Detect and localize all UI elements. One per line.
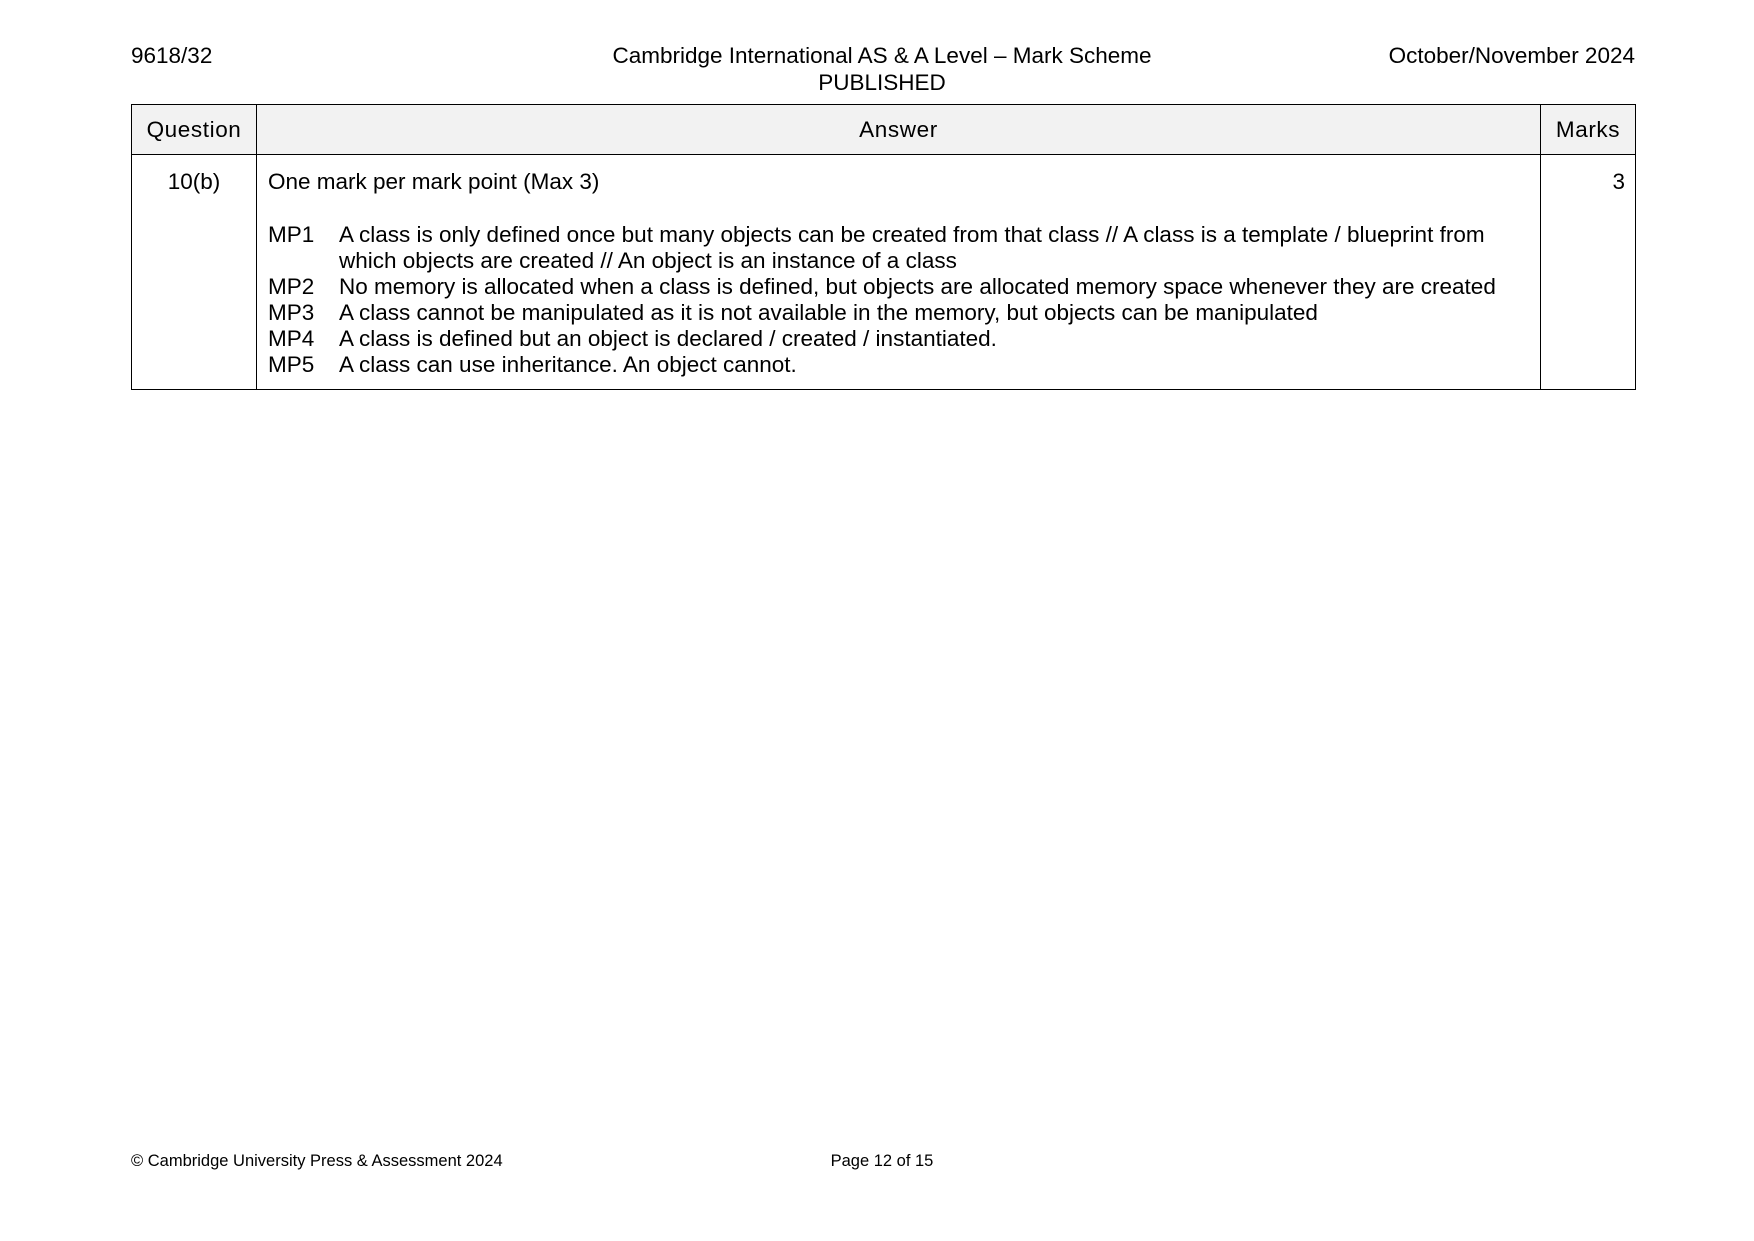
question-column-header: Question [132, 105, 257, 155]
page-number: Page 12 of 15 [830, 1152, 934, 1170]
mark-point-text: A class is only defined once but many objects can be created from that class // A class is a template / blueprint from which objects are created // An object is an instance of a class [339, 222, 1485, 273]
marks-column-header: Marks [1541, 105, 1636, 155]
mark-point-text: A class is defined but an object is declared / created / instantiated. [339, 326, 997, 351]
question-number: 10(b) [132, 155, 257, 390]
mark-point-text: A class can use inheritance. An object cannot. [339, 352, 797, 377]
mark-point-label: MP4 [268, 326, 315, 351]
paper-code: 9618/32 [131, 43, 213, 68]
published-label: PUBLISHED [818, 70, 946, 95]
mark-point [268, 274, 1530, 300]
mark-point-list [268, 222, 1530, 378]
marks-value: 3 [1541, 155, 1636, 390]
mark-point-label: MP3 [268, 300, 315, 325]
mark-scheme-table [131, 104, 1636, 390]
mark-point-label: MP5 [268, 352, 315, 377]
answer-intro: One mark per mark point (Max 3) [268, 169, 600, 194]
mark-point-label: MP1 [268, 222, 315, 247]
copyright-notice: © Cambridge University Press & Assessment 2024 [131, 1152, 503, 1170]
mark-point-text: No memory is allocated when a class is defined, but objects are allocated memory space whenever they are created [339, 274, 1496, 299]
table-row [132, 155, 1636, 390]
exam-session: October/November 2024 [1388, 43, 1635, 68]
answer-column-header: Answer [257, 105, 1541, 155]
document-title: Cambridge International AS & A Level – Mark Scheme [612, 43, 1152, 68]
mark-point [268, 300, 1530, 326]
mark-point [268, 326, 1530, 352]
table-header-row [132, 105, 1636, 155]
mark-point [268, 352, 1530, 378]
mark-point [268, 222, 1530, 274]
mark-point-text: A class cannot be manipulated as it is not available in the memory, but objects can be manipulated [339, 300, 1318, 325]
mark-point-label: MP2 [268, 274, 315, 299]
answer-cell [257, 155, 1541, 390]
